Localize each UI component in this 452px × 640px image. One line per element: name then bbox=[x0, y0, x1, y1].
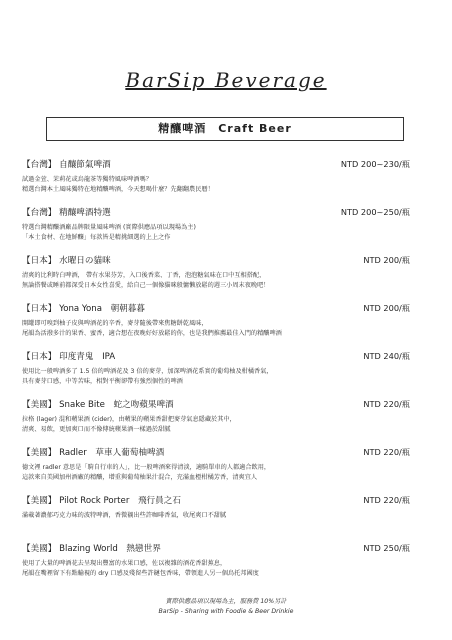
item-description-line: 清爽、易飲，更加爽口而不像傳統蘋果酒一樣過於甜膩 bbox=[22, 426, 171, 433]
item-description-line: 試過金萱、茉莉花或烏龍茶等獨特風味啤酒嗎？ bbox=[22, 176, 152, 183]
menu-item bbox=[22, 254, 410, 302]
item-name: 【美國】 Radler 草車人葡萄柚啤酒 bbox=[22, 448, 165, 458]
item-description bbox=[22, 415, 410, 435]
item-price: NTD 220/瓶 bbox=[363, 447, 410, 457]
item-description bbox=[22, 271, 410, 291]
item-name: 【美國】 Snake Bite 蛇之吻蘋果啤酒 bbox=[22, 400, 174, 410]
item-description bbox=[22, 511, 410, 521]
item-name: 【台灣】 精釀啤酒特選 bbox=[22, 208, 111, 218]
item-price: NTD 220/瓶 bbox=[363, 399, 410, 409]
item-description bbox=[22, 175, 410, 195]
item-price: NTD 250/瓶 bbox=[363, 543, 410, 553]
item-description-line: 尾韻在嘴裡留下有點輸視的 dry 口感及殘留些許鏈包香味，帶領進人另一個鳥托邦國度 bbox=[22, 570, 259, 577]
item-description-line: 開罐即可嗅到柚子皮與啤酒花的辛香，麥芽隨後帶來焦糖餅乾風味， bbox=[22, 320, 208, 327]
item-description bbox=[22, 223, 410, 243]
item-name: 【日本】 Yona Yona 朝朝暮暮 bbox=[22, 304, 145, 314]
item-description-line: 尾韻為活潑多汁的果香、蜜香，適合想在夜晚好好放鬆的你，也是我們推薦最佳入門的精釀啤酒 bbox=[22, 330, 282, 337]
menu-item bbox=[22, 446, 410, 494]
item-description-line: 使用比一般啤酒多了 1.5 倍的啤酒花及 3 倍的麥芽，加深啤酒花系實的葡萄柚及柑橘香氣， bbox=[22, 368, 273, 375]
menu-item bbox=[22, 542, 410, 590]
item-price: NTD 220/瓶 bbox=[363, 495, 410, 505]
item-name: 【美國】 Blazing World 熱戀世界 bbox=[22, 544, 161, 554]
item-price: NTD 200~230/瓶 bbox=[340, 159, 410, 169]
menu-item bbox=[22, 350, 410, 398]
item-description-line: 拉格 (lager) 混和蘋果酒 (cider)，由蘋果的蘋果香甜把麥芽氣息隱藏於其中， bbox=[22, 416, 236, 423]
item-price: NTD 240/瓶 bbox=[363, 351, 410, 361]
menu-item-list bbox=[22, 158, 410, 590]
item-description-line: 德文裡 radler 意思是「騎自行車的人」，比一般啤酒來得清淡，適騎單車的人都適合飲用， bbox=[22, 464, 271, 471]
item-description bbox=[22, 319, 410, 339]
item-description-line: 「本土食材、在地鮮釀」每款皆是精挑細選的上上之作 bbox=[22, 234, 171, 241]
item-price: NTD 200/瓶 bbox=[363, 255, 410, 265]
item-description-line: 滿載著濃郁巧克力味的波特啤酒，香微襯出些許咖啡香氣，收尾爽口不甜膩 bbox=[22, 512, 227, 519]
menu-item bbox=[22, 398, 410, 446]
menu-item bbox=[22, 206, 410, 254]
item-description bbox=[22, 463, 410, 483]
item-name: 【台灣】 自釀節氣啤酒 bbox=[22, 160, 111, 170]
item-description bbox=[22, 367, 410, 387]
item-name: 【日本】 印度青鬼 IPA bbox=[22, 352, 116, 362]
item-description-line: 清爽的比利時白啤酒， 帶有水果芬芳，入口後香菜、丁香，泡泡糖氣味在口中互相搭配， bbox=[22, 272, 266, 279]
brand-title: BarSip Beverage bbox=[125, 68, 327, 92]
item-description-line: 無論搭餐或睡前都深受日本女性喜愛，給自己一個像貓咪般慵懶放鬆的週三小周末夜晚吧！ bbox=[22, 282, 270, 289]
item-name: 【日本】 水曜日の貓咪 bbox=[22, 256, 111, 266]
item-description-line: 特選台灣精釀酒廠品牌限量風味啤酒 (實際供應品項以現場為主) bbox=[22, 224, 196, 231]
item-description bbox=[22, 559, 410, 579]
item-description-line: 這款來自美國加州酒廠的精釀，增重與葡萄柚果汁混合，充滿血橙柑橘芳香，清爽宜人 bbox=[22, 474, 258, 481]
item-price: NTD 200~250/瓶 bbox=[340, 207, 410, 217]
item-description-line: 使用了大量的啤酒花去呈現出豐富的水果口感，佐以複雜的酒花香甜蕉息， bbox=[22, 560, 227, 567]
section-title: 精釀啤酒 Craft Beer bbox=[46, 117, 404, 141]
footer-note: 實際供應品項以現場為主，服務費 10%另計 bbox=[165, 598, 287, 605]
item-name: 【美國】 Pilot Rock Porter 飛行員之石 bbox=[22, 496, 181, 506]
menu-item bbox=[22, 302, 410, 350]
item-price: NTD 200/瓶 bbox=[363, 303, 410, 313]
menu-item bbox=[22, 158, 410, 206]
footer-tagline: BarSip - Sharing with Foodie & Beer Drinkie bbox=[158, 608, 294, 615]
menu-item bbox=[22, 494, 410, 542]
item-description-line: 精選台灣本土風味獨特在地精釀啤酒，今天想喝什麼？先翻翻農民曆！ bbox=[22, 186, 214, 193]
item-description-line: 具有麥芽口感，中等苦味，相對平衡卻帶有強烈個性的啤酒 bbox=[22, 378, 183, 385]
